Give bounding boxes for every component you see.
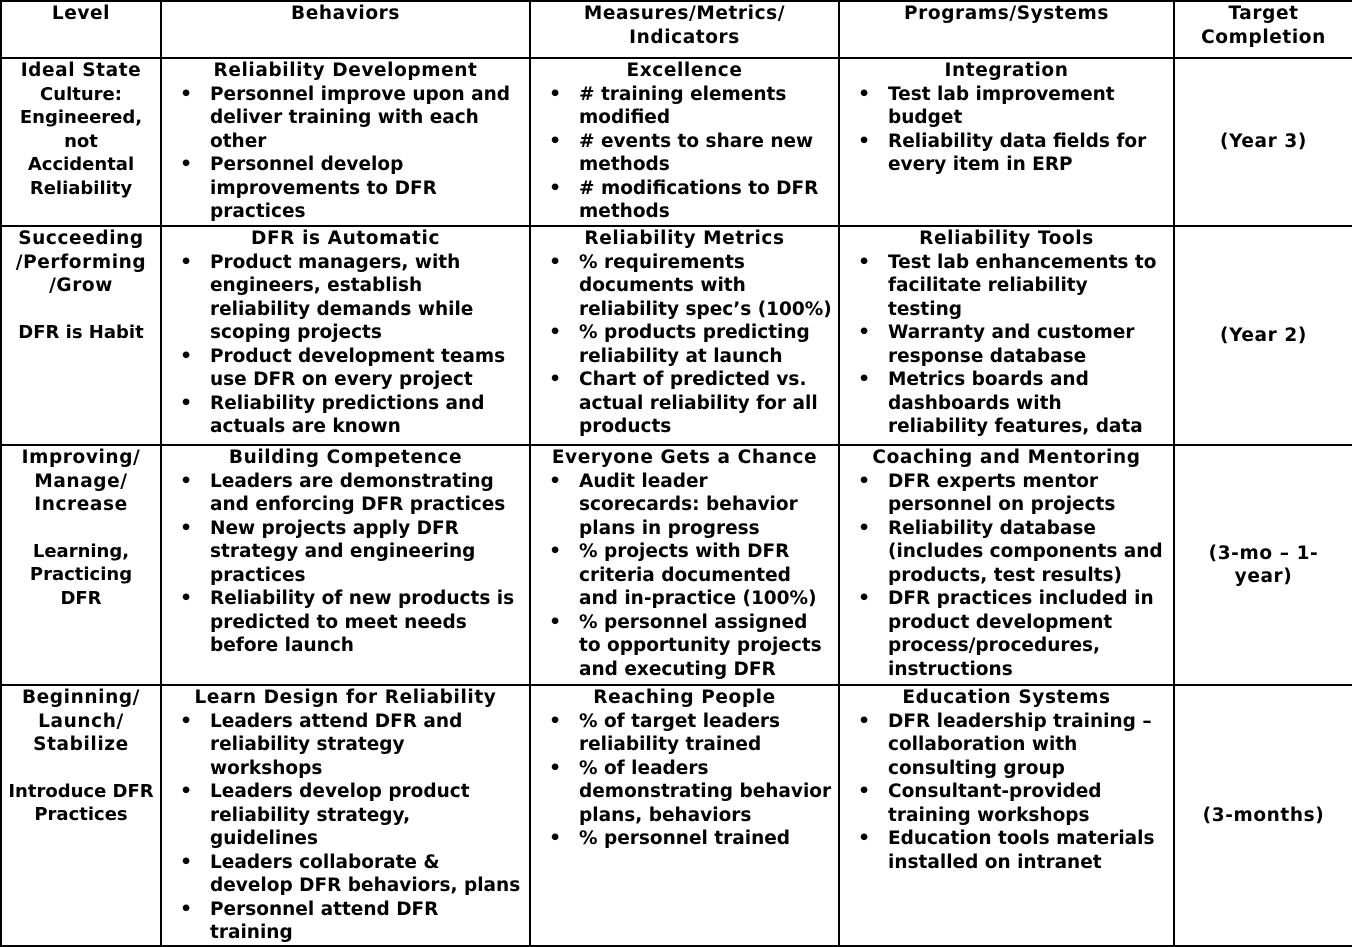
- table-row: [1, 445, 1352, 685]
- behaviors-cell: [161, 58, 530, 226]
- measures-list: [537, 710, 832, 851]
- behaviors-cell: [161, 685, 530, 946]
- header-level: Level: [1, 1, 161, 58]
- target-cell: [1174, 58, 1352, 226]
- list-item: • % requirements documents with reliability spec’s (100%): [537, 251, 832, 322]
- level-subtitle: Culture: Engineered, not Accidental Reliability: [19, 83, 143, 199]
- list-item: • Test lab improvement budget: [846, 83, 1167, 130]
- behaviors-title: DFR is Automatic: [250, 228, 441, 249]
- behaviors-cell: [161, 226, 530, 445]
- programs-title: Integration: [944, 60, 1069, 81]
- measures-list: [537, 83, 832, 224]
- behaviors-list: [168, 710, 523, 945]
- measures-cell: [530, 685, 839, 946]
- programs-cell: [839, 226, 1174, 445]
- programs-cell: [839, 445, 1174, 685]
- programs-list: [846, 251, 1167, 439]
- programs-list: [846, 83, 1167, 177]
- measures-cell: [530, 445, 839, 685]
- list-item: • Reliability predictions and actuals are known: [168, 392, 523, 439]
- measures-list: [537, 251, 832, 439]
- target-value: (Year 3): [1220, 131, 1307, 153]
- behaviors-title: Learn Design for Reliability: [194, 687, 497, 708]
- target-value: (Year 2): [1220, 324, 1307, 346]
- behaviors-list: [168, 470, 523, 658]
- list-item: • Reliability data fields for every item in ERP: [846, 130, 1167, 177]
- list-item: • % products predicting reliability at launch: [537, 321, 832, 368]
- list-item: • Leaders collaborate & develop DFR behaviors, plans: [168, 851, 523, 898]
- level-title: Ideal State: [20, 60, 142, 81]
- target-cell: [1174, 685, 1352, 946]
- programs-cell: [839, 58, 1174, 226]
- programs-title: Education Systems: [902, 687, 1111, 708]
- list-item: • Metrics boards and dashboards with reliability features, data: [846, 368, 1167, 439]
- list-item: • New projects apply DFR strategy and engineering practices: [168, 517, 523, 588]
- header-row: [1, 1, 1352, 58]
- list-item: • Reliability of new products is predicted to meet needs before launch: [168, 587, 523, 658]
- list-item: • % projects with DFR criteria documented and in-practice (100%): [537, 540, 832, 611]
- list-item: • Leaders develop product reliability strategy, guidelines: [168, 780, 523, 851]
- header-behaviors: Behaviors: [161, 1, 530, 58]
- measures-title: Reliability Metrics: [584, 228, 785, 249]
- target-cell: [1174, 226, 1352, 445]
- list-item: • DFR leadership training – collaboration with consulting group: [846, 710, 1167, 781]
- level-subtitle: Introduce DFR Practices: [8, 780, 154, 825]
- list-item: • Personnel attend DFR training: [168, 898, 523, 945]
- list-item: • Education tools materials installed on intranet: [846, 827, 1167, 874]
- list-item: • Audit leader scorecards: behavior plans in progress: [537, 470, 832, 541]
- target-value: (3-mo – 1-year): [1208, 542, 1319, 587]
- behaviors-title: Building Competence: [228, 447, 463, 468]
- level-title: Beginning/ Launch/ Stabilize: [21, 687, 141, 755]
- list-item: • % of target leaders reliability trained: [537, 710, 832, 757]
- level-subtitle: Learning, Practicing DFR: [29, 540, 133, 609]
- list-item: • Test lab enhancements to facilitate reliability testing: [846, 251, 1167, 322]
- table-row: [1, 685, 1352, 946]
- list-item: • Consultant-provided training workshops: [846, 780, 1167, 827]
- behaviors-title: Reliability Development: [213, 60, 478, 81]
- target-value: (3-months): [1202, 804, 1325, 826]
- table-row: [1, 58, 1352, 226]
- behaviors-cell: [161, 445, 530, 685]
- measures-title: Excellence: [626, 60, 743, 81]
- measures-title: Everyone Gets a Chance: [551, 447, 818, 468]
- programs-list: [846, 710, 1167, 875]
- programs-cell: [839, 685, 1174, 946]
- list-item: • % personnel trained: [537, 827, 832, 851]
- measures-cell: [530, 58, 839, 226]
- programs-title: Coaching and Mentoring: [872, 447, 1141, 468]
- list-item: • DFR practices included in product development process/procedures, instructions: [846, 587, 1167, 681]
- programs-title: Reliability Tools: [919, 228, 1094, 249]
- list-item: • Leaders are demonstrating and enforcing DFR practices: [168, 470, 523, 517]
- list-item: • DFR experts mentor personnel on projects: [846, 470, 1167, 517]
- header-measures: Measures/Metrics/ Indicators: [530, 1, 839, 58]
- header-programs: Programs/Systems: [839, 1, 1174, 58]
- list-item: • % personnel assigned to opportunity projects and executing DFR: [537, 611, 832, 682]
- behaviors-list: [168, 83, 523, 224]
- measures-list: [537, 470, 832, 682]
- level-subtitle: DFR is Habit: [18, 321, 144, 343]
- level-cell: [1, 685, 161, 946]
- level-cell: [1, 445, 161, 685]
- list-item: • Reliability database (includes components and products, test results): [846, 517, 1167, 588]
- behaviors-list: [168, 251, 523, 439]
- level-cell: [1, 226, 161, 445]
- programs-list: [846, 470, 1167, 682]
- measures-title: Reaching People: [593, 687, 776, 708]
- list-item: • Leaders attend DFR and reliability strategy workshops: [168, 710, 523, 781]
- list-item: • Product managers, with engineers, establish reliability demands while scoping projects: [168, 251, 523, 345]
- list-item: • # training elements modified: [537, 83, 832, 130]
- list-item: • % of leaders demonstrating behavior plans, behaviors: [537, 757, 832, 828]
- list-item: • # events to share new methods: [537, 130, 832, 177]
- header-target: Target Completion: [1174, 1, 1352, 58]
- target-cell: [1174, 445, 1352, 685]
- measures-cell: [530, 226, 839, 445]
- list-item: • Product development teams use DFR on every project: [168, 345, 523, 392]
- table-row: [1, 226, 1352, 445]
- list-item: • Personnel develop improvements to DFR practices: [168, 153, 523, 224]
- level-cell: [1, 58, 161, 226]
- list-item: • Personnel improve upon and deliver training with each other: [168, 83, 523, 154]
- level-title: Improving/ Manage/ Increase: [21, 447, 141, 515]
- list-item: • # modifications to DFR methods: [537, 177, 832, 224]
- list-item: • Chart of predicted vs. actual reliability for all products: [537, 368, 832, 439]
- list-item: • Warranty and customer response database: [846, 321, 1167, 368]
- level-title: Succeeding /Performing /Grow: [15, 228, 147, 296]
